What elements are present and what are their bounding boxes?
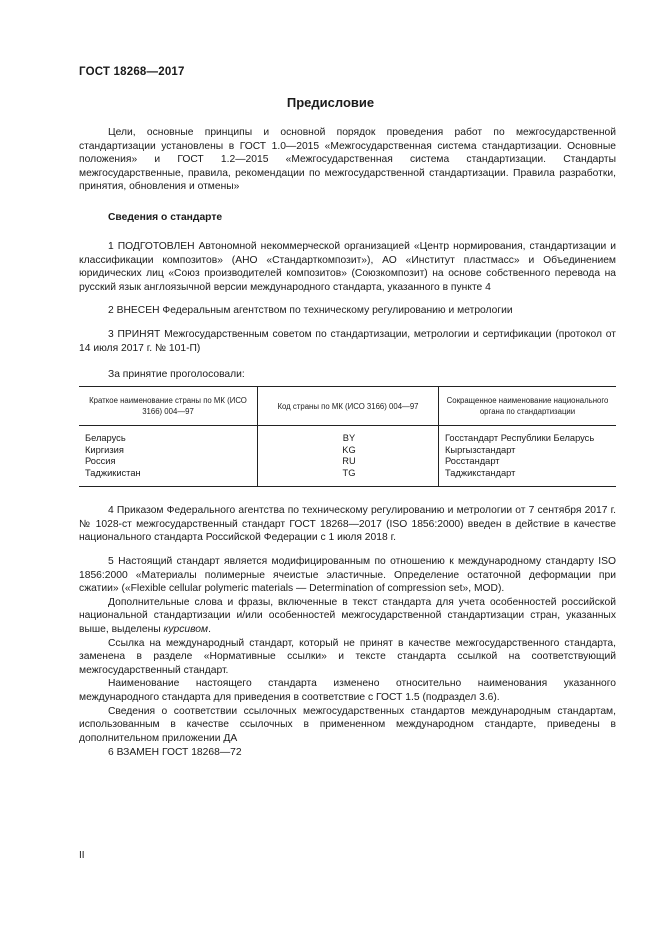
table-row	[79, 456, 616, 468]
italic-word: курсивом	[163, 623, 209, 635]
table-header-body: Сокращенное наименование национального органа по стандартизации	[439, 387, 617, 426]
table-cell-code: BY	[258, 426, 439, 445]
item-5-paragraph-2-end: .	[208, 623, 211, 635]
item-6	[79, 746, 616, 760]
item-6-text: 6 ВЗАМЕН ГОСТ 18268—72	[108, 747, 242, 758]
table-header-row	[79, 387, 616, 426]
table-cell-body: Таджикстандарт	[439, 468, 617, 486]
table-cell-code: TG	[258, 468, 439, 486]
table-row	[79, 426, 616, 445]
section-title: Сведения о стандарте	[108, 212, 223, 223]
table-cell-code: RU	[258, 456, 439, 468]
item-5-paragraph-1: 5 Настоящий стандарт является модифицированным по отношению к международному стандарту ISO 1856:2000 «Материалы полимерные ячеистые эластичные. Определение остаточной деформации при сжатии» («Flexible cellular polymeric materials — Determination of compression set», MOD).	[79, 556, 616, 595]
item-2-text: 2 ВНЕСЕН Федеральным агентством по техническому регулированию и метрологии	[108, 305, 513, 316]
item-5-paragraph-2-text: Дополнительные слова и фразы, включенные в текст стандарта для учета особенностей российской национальной стандартизации и/или особенностей межгосударственной стандартизации стран, указанных выше, выделены	[79, 596, 616, 635]
item-5-paragraph-4: Наименование настоящего стандарта изменено относительно наименования указанного международного стандарта для приведения в соответствие с ГОСТ 1.5 (подраздел 3.6).	[79, 678, 616, 703]
item-5	[79, 555, 616, 745]
table-cell-body: Госстандарт Республики Беларусь	[439, 426, 617, 445]
table-row	[79, 468, 616, 486]
table-row	[79, 445, 616, 457]
table-cell-country: Таджикистан	[79, 468, 258, 486]
table-cell-country: Россия	[85, 456, 116, 467]
table-cell-country: Беларусь	[85, 433, 126, 443]
table-cell-country: Киргизия	[85, 444, 124, 455]
table-cell-body: Росстандарт	[439, 456, 617, 468]
page-number: II	[79, 850, 85, 861]
item-1-text: 1 ПОДГОТОВЛЕН Автономной некоммерческой организацией «Центр нормирования, стандартизации и классификации композитов» (АНО «Стандарткомпозит»), АО «Институт пластмасс» и Объединением юридических лиц «Союз производителей композитов» (Союзкомпозит) на основе собственного перевода на русский язык англоязычной версии международного стандарта, указанного в пункте 4	[79, 241, 616, 293]
item-5-paragraph-5: Сведения о соответствии ссылочных межгосударственных стандартов международным стандартам, использованным в качестве ссылочных в примененном международном стандарте, приведены в дополнительном приложении ДА	[79, 705, 616, 744]
item-4-text: 4 Приказом Федерального агентства по техническому регулированию и метрологии от 7 сентября 2017 г. № 1028-ст межгосударственный стандарт ГОСТ 18268—2017 (ISO 1856:2000) введен в действие в качестве национального стандарта Российской Федерации с 1 июля 2018 г.	[79, 505, 616, 544]
table-header-country: Краткое наименование страны по МК (ИСО 3166) 004—97	[79, 387, 258, 426]
page-title: Предисловие	[286, 95, 375, 110]
item-4	[79, 504, 616, 545]
table-cell-code: KG	[258, 445, 439, 457]
item-5-paragraph-2	[79, 596, 616, 637]
item-5-paragraph-3: Ссылка на международный стандарт, который не принят в качестве межгосударственного стандарта, заменена в разделе «Нормативные ссылки» и тексте стандарта ссылкой на соответствующий межгосударственный стандарт.	[79, 637, 616, 676]
table-cell-body: Кыргызстандарт	[439, 445, 617, 457]
voting-table	[79, 386, 616, 487]
item-3	[79, 328, 616, 355]
intro-text: Цели, основные принципы и основной порядок проведения работ по межгосударственной стандартизации установлены в ГОСТ 1.0—2015 «Межгосударственная система стандартизации. Основные положения» и ГОСТ 1.2—2015 «Межгосударственная система стандартизации. Стандарты межгосударственные, правила, рекомендации по межгосударственной стандартизации. Правила разработки, принятия, обновления и отмены»	[79, 127, 616, 193]
document-header: ГОСТ 18268—2017	[79, 66, 185, 78]
item-3-text: 3 ПРИНЯТ Межгосударственным советом по стандартизации, метрологии и сертификации (протокол от 14 июля 2017 г. № 101-П)	[79, 329, 616, 354]
intro-paragraph	[79, 126, 616, 194]
table-header-code: Код страны по МК (ИСО 3166) 004—97	[258, 387, 439, 426]
item-2	[79, 304, 616, 318]
item-1	[79, 240, 616, 294]
voted-label: За принятие проголосовали:	[108, 369, 245, 380]
